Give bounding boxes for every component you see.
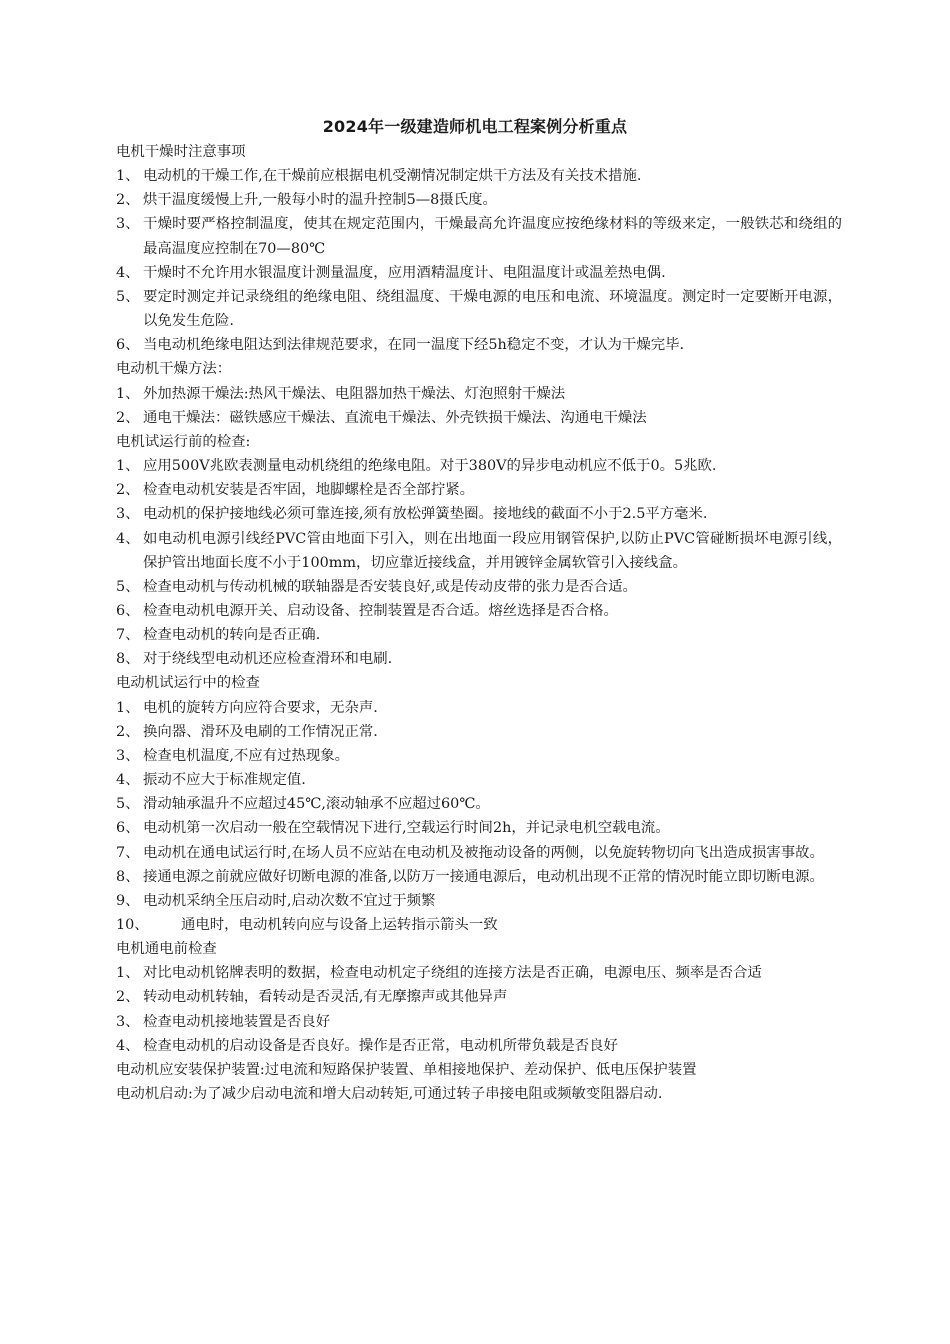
list-item-number: 6、 — [116, 602, 140, 619]
section-heading: 电动机试运行中的检查 — [116, 675, 260, 692]
list-item — [116, 647, 842, 671]
document-title: 2024年一级建造师机电工程案例分析重点 — [322, 117, 628, 136]
list-item-number: 4、 — [116, 264, 140, 281]
list-item — [116, 841, 842, 865]
list-item-text: 检查电动机接地装置是否良好 — [143, 1013, 331, 1030]
list-item — [116, 454, 842, 478]
list-item — [116, 1034, 842, 1058]
document-body — [116, 140, 842, 1106]
list-item — [116, 212, 842, 260]
list-item — [116, 382, 842, 406]
list-item-number: 5、 — [116, 578, 140, 595]
list-item — [116, 599, 842, 623]
list-item — [116, 261, 842, 285]
list-item-number: 8、 — [116, 651, 140, 668]
list-item-number: 8、 — [116, 868, 140, 885]
section-heading: 电机干燥时注意事项 — [116, 144, 246, 160]
list-item-number: 1、 — [116, 965, 140, 982]
list-item-text: 电动机第一次启动一般在空载情况下进行,空载运行时间2h，并记录电机空载电流。 — [143, 820, 670, 837]
list-item — [116, 865, 842, 889]
closing-paragraph: 电动机启动:为了减少启动电流和增大启动转矩,可通过转子串接电阻或频敏变阻器启动. — [116, 1086, 663, 1103]
closing-paragraph: 电动机应安装保护装置:过电流和短路保护装置、单相接地保护、差动保护、低电压保护装置 — [116, 1061, 697, 1078]
list-item-number: 3、 — [116, 216, 140, 233]
list-item-number: 4、 — [116, 1037, 140, 1054]
list-item — [116, 478, 842, 502]
list-item-number: 9、 — [116, 892, 140, 909]
list-item-number: 2、 — [116, 723, 140, 740]
list-item — [116, 985, 842, 1009]
list-item-text: 当电动机绝缘电阻达到法律规范要求，在同一温度下经5h稳定不变，才认为干燥完毕. — [143, 337, 685, 354]
list-item-text: 滑动轴承温升不应超过45℃,滚动轴承不应超过60℃。 — [143, 796, 490, 813]
list-item-number: 3、 — [116, 747, 140, 764]
list-item-text: 如电动机电源引线经PVC管由地面下引入，则在出地面一段应用钢管保护,以防止PVC管碰断损坏电源引线，保护管出地面长度不小于100mm，切应靠近接线盒，并用镀锌金属软管引入接线盒。 — [143, 530, 842, 571]
list-item-text: 检查电动机电源开关、启动设备、控制装置是否合适。熔丝选择是否合格。 — [143, 602, 618, 619]
list-item — [116, 164, 842, 188]
list-item-text: 检查电动机的启动设备是否良好。操作是否正常，电动机所带负载是否良好 — [143, 1037, 618, 1054]
list-item-text: 检查电动机的转向是否正确. — [143, 627, 321, 644]
list-item-text: 振动不应大于标准规定值. — [143, 772, 306, 789]
list-item-text: 电动机的干燥工作,在干燥前应根据电机受潮情况制定烘干方法及有关技术措施. — [143, 168, 642, 185]
list-item-text: 电动机的保护接地线必须可靠连接,须有放松弹簧垫圈。接地线的截面不小于2.5平方毫米. — [143, 506, 708, 523]
list-item — [116, 792, 842, 816]
list-item-text: 电动机在通电试运行时,在场人员不应站在电动机及被拖动设备的两侧，以免旋转物切向飞出造成损害事故。 — [143, 844, 824, 861]
list-item-number: 5、 — [116, 796, 140, 813]
list-item — [116, 1010, 842, 1034]
list-item — [116, 913, 842, 937]
list-item-number: 2、 — [116, 989, 140, 1006]
list-item — [116, 527, 842, 575]
section-heading: 电机通电前检查 — [116, 941, 217, 958]
list-item-text: 对于绕线型电动机还应检查滑环和电刷. — [143, 651, 393, 668]
list-item-text: 干燥时要严格控制温度，使其在规定范围内，干燥最高允许温度应按绝缘材料的等级来定，一般铁芯和绕组的最高温度应控制在70—80℃ — [143, 216, 842, 257]
list-item-text: 干燥时不允许用水银温度计测量温度，应用酒精温度计、电阻温度计或温差热电偶. — [143, 264, 666, 281]
list-item-number: 1、 — [116, 458, 140, 475]
list-item-text: 电机的旋转方向应符合要求，无杂声. — [143, 699, 378, 716]
list-item — [116, 696, 842, 720]
list-item — [116, 285, 842, 333]
list-item-number: 6、 — [116, 820, 140, 837]
list-item — [116, 333, 842, 357]
list-item-text: 通电时，电动机转向应与设备上运转指示箭头一致 — [181, 917, 498, 933]
list-item-number: 5、 — [116, 288, 140, 305]
list-item-number: 2、 — [116, 409, 140, 426]
list-item-number: 4、 — [116, 772, 140, 789]
list-item-number: 1、 — [116, 699, 140, 716]
list-item-number: 6、 — [116, 337, 140, 354]
list-item — [116, 623, 842, 647]
list-item-number: 7、 — [116, 627, 140, 644]
list-item-text: 应用500V兆欧表测量电动机绕组的绝缘电阻。对于380V的异步电动机应不低于0。5兆欧. — [143, 458, 717, 475]
list-item-number: 3、 — [116, 506, 140, 523]
list-item-number: 1、 — [116, 385, 140, 402]
list-item — [116, 768, 842, 792]
list-item — [116, 406, 842, 430]
list-item — [116, 961, 842, 985]
list-item — [116, 188, 842, 212]
list-item-text: 检查电动机安装是否牢固，地脚螺栓是否全部拧紧。 — [143, 482, 474, 499]
list-item — [116, 744, 842, 768]
list-item — [116, 816, 842, 840]
section-heading: 电机试运行前的检查: — [116, 433, 251, 450]
list-item-text: 外加热源干燥法:热风干燥法、电阻器加热干燥法、灯泡照射干燥法 — [143, 385, 566, 402]
list-item — [116, 575, 842, 599]
list-item-text: 换向器、滑环及电刷的工作情况正常. — [143, 723, 378, 740]
list-item-text: 检查电机温度,不应有过热现象。 — [143, 747, 350, 764]
list-item-number: 1、 — [116, 168, 140, 185]
section-heading: 电动机干燥方法： — [116, 361, 232, 378]
list-item-text: 对比电动机铭牌表明的数据，检查电动机定子绕组的连接方法是否正确，电源电压、频率是否合适 — [143, 965, 762, 982]
list-item — [116, 889, 842, 913]
list-item-text: 烘干温度缓慢上升,一般每小时的温升控制5—8摄氏度。 — [143, 192, 497, 209]
list-item-text: 转动电动机转轴，看转动是否灵活,有无摩擦声或其他异声 — [143, 989, 508, 1006]
list-item — [116, 502, 842, 526]
list-item-text: 电动机采纳全压启动时,启动次数不宜过于频繁 — [143, 892, 436, 909]
list-item-number: 4、 — [116, 530, 140, 547]
list-item-number: 2、 — [116, 482, 140, 499]
list-item-number: 3、 — [116, 1013, 140, 1030]
list-item-number: 7、 — [116, 844, 140, 861]
list-item-text: 接通电源之前就应做好切断电源的准备,以防万一接通电源后，电动机出现不正常的情况时能立即切断电源。 — [143, 868, 824, 885]
list-item-text: 检查电动机与传动机械的联轴器是否安装良好,或是传动皮带的张力是否合适。 — [143, 578, 637, 595]
list-item-number: 10、 — [116, 917, 149, 933]
list-item-text: 通电干燥法：磁铁感应干燥法、直流电干燥法、外壳铁损干燥法、沟通电干燥法 — [143, 409, 647, 426]
list-item-text: 要定时测定并记录绕组的绝缘电阻、绕组温度、干燥电源的电压和电流、环境温度。测定时一定要断开电源，以免发生危险. — [143, 288, 842, 330]
list-item-number: 2、 — [116, 192, 140, 209]
list-item — [116, 720, 842, 744]
